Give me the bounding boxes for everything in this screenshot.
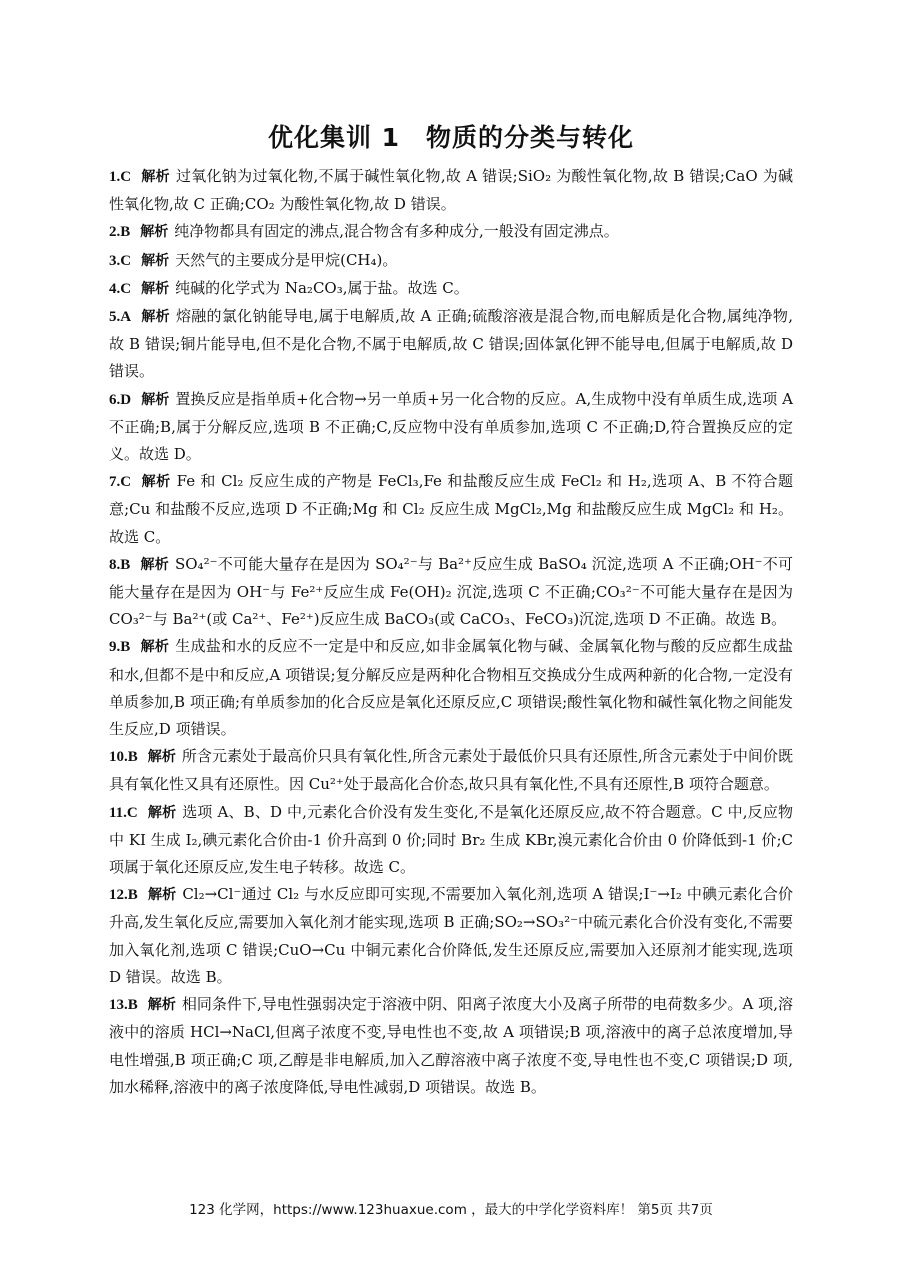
answer-text: 相同条件下,导电性强弱决定于溶液中阴、阳离子浓度大小及离子所带的电荷数多少。A 项,溶液中的溶质 HCl→NaCl,但离子浓度不变,导电性也不变,故 A 项错误;B 项,溶液中的离子总浓度增加,导电性增强,B 项正确;C 项,乙醇是非电解质,加入乙醇溶液中离子浓度不变,导电性也不变,C 项错误;D 项,加水稀释,溶液中的离子浓度降低,导电性减弱,D 项错误。故选 B。 — [109, 995, 793, 1096]
analysis-tag: 解析 — [147, 749, 176, 766]
answer-item — [109, 881, 793, 991]
answer-number: 10.B — [109, 749, 138, 766]
answer-item — [109, 163, 793, 218]
answer-number: 9.B — [109, 639, 131, 656]
answer-number: 1.C — [109, 169, 132, 185]
answer-number: 3.C — [109, 252, 132, 269]
analysis-tag: 解析 — [141, 169, 170, 185]
answer-text: 纯碱的化学式为 Na₂CO₃,属于盐。故选 C。 — [175, 278, 469, 297]
answer-number: 11.C — [109, 804, 138, 821]
answer-number: 5.A — [109, 309, 132, 326]
answer-item — [109, 303, 793, 386]
answer-number: 12.B — [109, 887, 138, 904]
analysis-tag: 解析 — [147, 887, 177, 904]
analysis-tag: 解析 — [141, 280, 170, 297]
answer-text: 熔融的氯化钠能导电,属于电解质,故 A 正确;硫酸溶液是混合物,而电解质是化合物,属纯净物,故 B 错误;铜片能导电,但不是化合物,不属于电解质,故 C 错误;固体氯化钾不能导电,但属于电解质,故 D 错误。 — [109, 307, 793, 381]
answer-item — [109, 799, 793, 882]
answer-text: Fe 和 Cl₂ 反应生成的产物是 FeCl₃,Fe 和盐酸反应生成 FeCl₂ 和 H₂,选项 A、B 不符合题意;Cu 和盐酸不反应,选项 D 不正确;Mg 和 Cl₂ 反应生成 MgCl₂,Mg 和盐酸反应生成 MgCl₂ 和 H₂。故选 C。 — [109, 472, 794, 546]
answer-item — [109, 247, 793, 275]
answer-number: 2.B — [109, 224, 131, 241]
answer-text: 过氧化钠为过氧化物,不属于碱性氧化物,故 A 错误;SiO₂ 为酸性氧化物,故 B 错误;CaO 为碱性氧化物,故 C 正确;CO₂ 为酸性氧化物,故 D 错误。 — [109, 167, 794, 214]
answer-item — [109, 275, 793, 303]
answer-number: 6.D — [109, 391, 132, 408]
answer-item — [109, 743, 793, 798]
analysis-tag: 解析 — [140, 224, 169, 241]
answer-text: 置换反应是指单质+化合物→另一单质+另一化合物的反应。A,生成物中没有单质生成,选项 A 不正确;B,属于分解反应,选项 B 不正确;C,反应物中没有单质参加,选项 C 不正确;D,符合置换反应的定义。故选 D。 — [109, 389, 793, 464]
answer-list — [109, 163, 793, 1101]
analysis-tag: 解析 — [141, 391, 170, 408]
analysis-tag: 解析 — [140, 639, 170, 656]
answer-item — [109, 218, 793, 246]
answer-item — [109, 551, 793, 634]
answer-item — [109, 386, 793, 469]
page-footer: 123 化学网，https://www.123huaxue.com ，最大的中学化学资料库！ 第5页 共7页 — [189, 1202, 713, 1218]
answer-text: Cl₂→Cl⁻通过 Cl₂ 与水反应即可实现,不需要加入氧化剂,选项 A 错误;I⁻→I₂ 中碘元素化合价升高,发生氧化反应,需要加入氧化剂才能实现,选项 B 正确;SO₂→SO₃²⁻中硫元素化合价没有变化,不需要加入氧化剂,选项 C 错误;CuO→Cu 中铜元素化合价降低,发生还原反应,需要加入还原剂才能实现,选项 D 错误。故选 B。 — [109, 885, 794, 986]
answer-text: 纯净物都具有固定的沸点,混合物含有多种成分,一般没有固定沸点。 — [174, 222, 619, 241]
analysis-tag: 解析 — [147, 804, 177, 821]
answer-item — [109, 991, 793, 1101]
answer-number: 4.C — [109, 280, 132, 297]
analysis-tag: 解析 — [140, 556, 169, 573]
answer-item — [109, 468, 793, 551]
answer-number: 13.B — [109, 997, 138, 1014]
answer-text: SO₄²⁻不可能大量存在是因为 SO₄²⁻与 Ba²⁺反应生成 BaSO₄ 沉淀,选项 A 不正确;OH⁻不可能大量存在是因为 OH⁻与 Fe²⁺反应生成 Fe(OH)₂ 沉淀,选项 C 不正确;CO₃²⁻不可能大量存在是因为 CO₃²⁻与 Ba²⁺(或 Ca²⁺、Fe²⁺)反应生成 BaCO₃(或 CaCO₃、FeCO₃)沉淀,选项 D 不正确。故选 B。 — [109, 554, 794, 629]
analysis-tag: 解析 — [141, 309, 170, 326]
analysis-tag: 解析 — [141, 252, 170, 269]
answer-item — [109, 633, 793, 743]
answer-text: 所含元素处于最高价只具有氧化性,所含元素处于最低价只具有还原性,所含元素处于中间价既具有氧化性又具有还原性。因 Cu²⁺处于最高化合价态,故只具有氧化性,不具有还原性,B 项符合题意。 — [109, 747, 794, 794]
answer-text: 生成盐和水的反应不一定是中和反应,如非金属氧化物与碱、金属氧化物与酸的反应都生成盐和水,但都不是中和反应,A 项错误;复分解反应是两种化合物相互交换成分生成两种新的化合物,一定没有单质参加,B 项正确;有单质参加的化合反应是氧化还原反应,C 项错误;酸性氧化物和碱性氧化物之间能发生反应,D 项错误。 — [109, 637, 794, 739]
analysis-tag: 解析 — [141, 474, 171, 491]
page-title: 优化集训 1 物质的分类与转化 — [267, 123, 635, 152]
answer-number: 8.B — [109, 556, 131, 573]
answer-number: 7.C — [109, 474, 132, 491]
answer-text: 选项 A、B、D 中,元素化合价没有发生变化,不是氧化还原反应,故不符合题意。C 中,反应物中 KI 生成 I₂,碘元素化合价由-1 价升高到 0 价;同时 Br₂ 生成 KBr,溴元素化合价由 0 价降低到-1 价;C 项属于氧化还原反应,发生电子转移。故选 C。 — [109, 802, 794, 877]
analysis-tag: 解析 — [147, 997, 176, 1014]
answer-text: 天然气的主要成分是甲烷(CH₄)。 — [175, 250, 398, 269]
